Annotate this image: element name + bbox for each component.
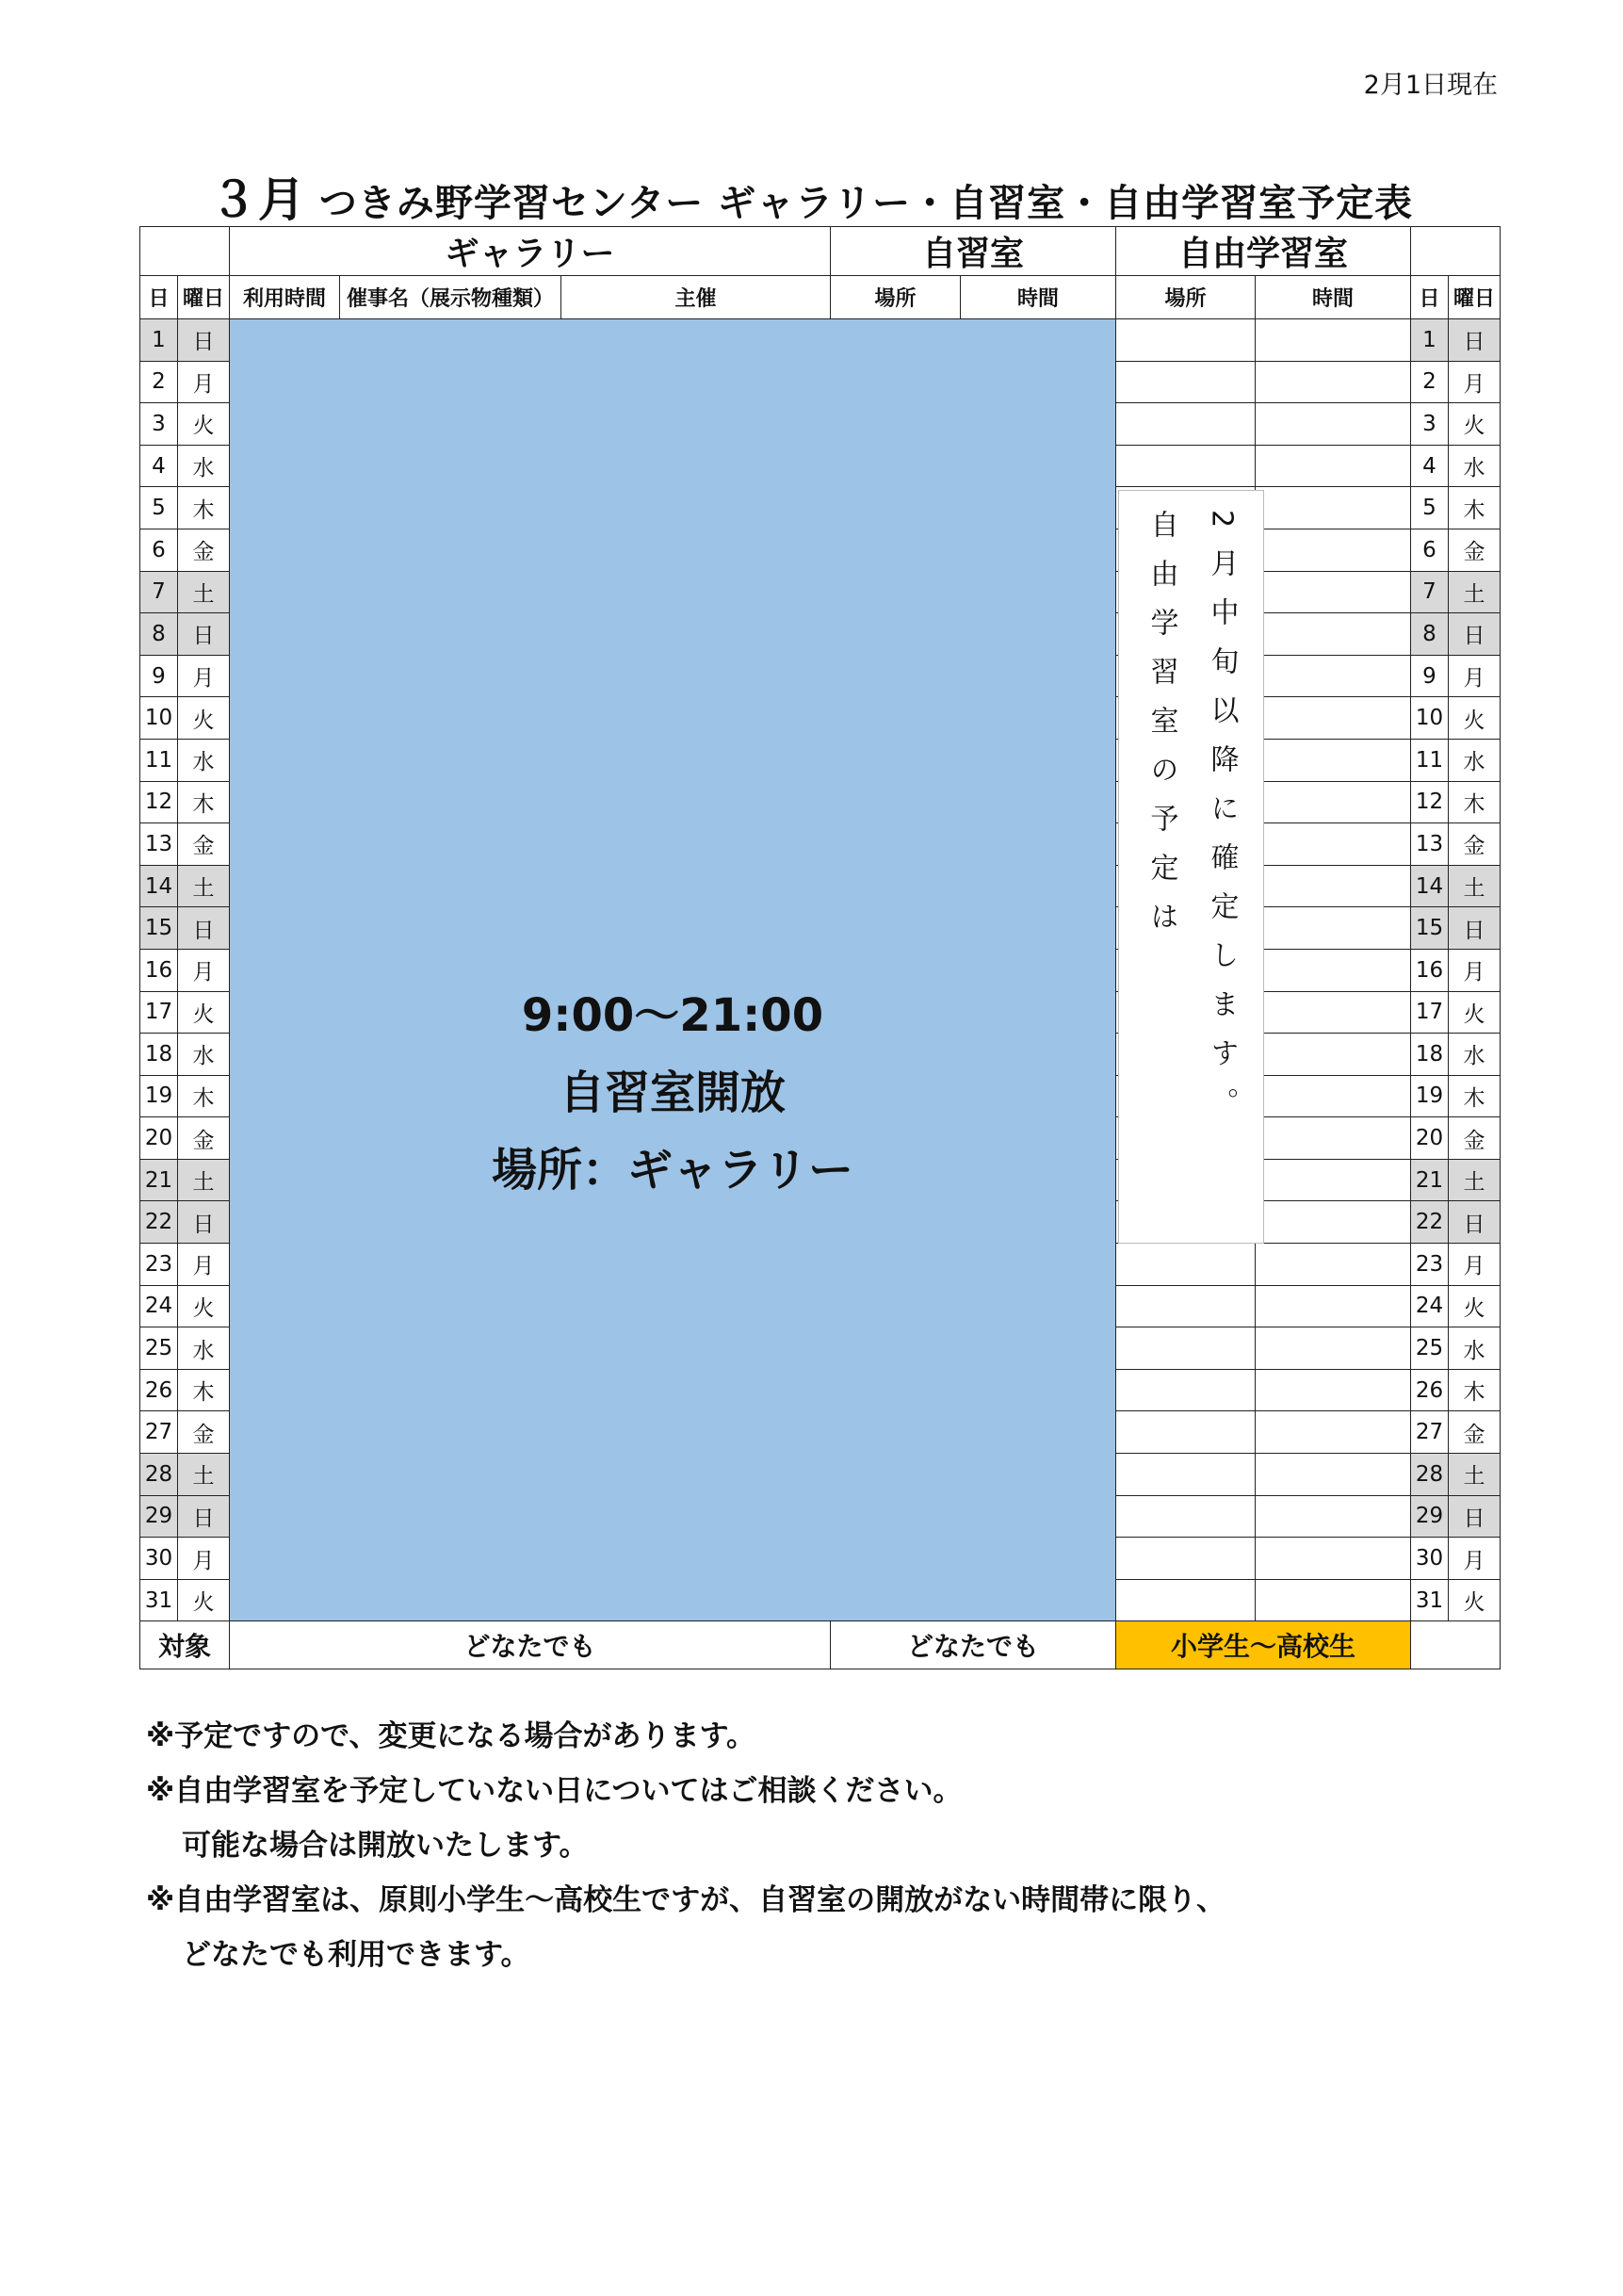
day-number-right: 17 [1411, 991, 1449, 1034]
free-study-time-cell [1256, 739, 1411, 781]
weekday: 土 [178, 571, 230, 613]
free-study-time-cell [1256, 361, 1411, 403]
free-study-time-cell [1256, 1201, 1411, 1244]
weekday-right: 日 [1449, 319, 1501, 362]
weekday: 水 [178, 739, 230, 781]
day-number: 24 [140, 1285, 178, 1327]
free-study-time-cell [1256, 1159, 1411, 1201]
free-study-time-cell [1256, 1411, 1411, 1454]
footer-free-target: 小学生〜高校生 [1116, 1621, 1411, 1669]
weekday-right: 火 [1449, 1285, 1501, 1327]
header-blank-right [1411, 227, 1501, 276]
as-of-date: 2月1日現在 [1363, 71, 1498, 100]
free-study-time-cell [1256, 823, 1411, 866]
free-study-time-cell [1256, 1075, 1411, 1117]
free-study-time-cell [1256, 1369, 1411, 1411]
day-number-right: 21 [1411, 1159, 1449, 1201]
day-number-right: 5 [1411, 487, 1449, 529]
day-number: 16 [140, 949, 178, 991]
weekday: 木 [178, 781, 230, 823]
col-study-place: 場所 [831, 276, 961, 319]
col-free-place: 場所 [1116, 276, 1256, 319]
page-title [0, 162, 1623, 230]
day-number-right: 18 [1411, 1034, 1449, 1076]
free-study-time-cell [1256, 697, 1411, 740]
free-study-place-cell [1116, 1327, 1256, 1370]
day-number-right: 7 [1411, 571, 1449, 613]
day-number-right: 13 [1411, 823, 1449, 866]
free-study-time-cell [1256, 1538, 1411, 1580]
header-blank-left [140, 227, 230, 276]
day-number: 2 [140, 361, 178, 403]
weekday-right: 月 [1449, 1538, 1501, 1580]
col-day: 日 [140, 276, 178, 319]
table-row [140, 319, 1501, 362]
weekday-right: 水 [1449, 1327, 1501, 1370]
note-3-continued: どなたでも利用できます。 [182, 1938, 530, 1972]
gallery-block-line1: 9:00〜21:00 [521, 988, 824, 1042]
weekday: 木 [178, 487, 230, 529]
weekday: 火 [178, 1579, 230, 1621]
day-number-right: 11 [1411, 739, 1449, 781]
day-number: 26 [140, 1369, 178, 1411]
free-study-place-cell [1116, 403, 1256, 446]
col-study-time: 時間 [961, 276, 1116, 319]
notice-column-1: 自由学習室の予定は [1144, 510, 1178, 951]
free-study-time-cell [1256, 949, 1411, 991]
weekday-right: 金 [1449, 529, 1501, 571]
day-number-right: 3 [1411, 403, 1449, 446]
weekday-right: 水 [1449, 739, 1501, 781]
weekday-right: 月 [1449, 1244, 1501, 1286]
weekday-right: 木 [1449, 1369, 1501, 1411]
day-number-right: 24 [1411, 1285, 1449, 1327]
day-number-right: 12 [1411, 781, 1449, 823]
day-number: 27 [140, 1411, 178, 1454]
day-number: 5 [140, 487, 178, 529]
free-study-place-cell [1116, 1411, 1256, 1454]
free-study-time-cell [1256, 403, 1411, 446]
day-number-right: 19 [1411, 1075, 1449, 1117]
footer-gallery-target: どなたでも [230, 1621, 831, 1669]
day-number: 29 [140, 1495, 178, 1538]
weekday: 日 [178, 1201, 230, 1244]
day-number-right: 31 [1411, 1579, 1449, 1621]
free-study-time-cell [1256, 487, 1411, 529]
day-number: 7 [140, 571, 178, 613]
day-number: 23 [140, 1244, 178, 1286]
weekday-right: 金 [1449, 1411, 1501, 1454]
free-study-place-cell [1116, 445, 1256, 487]
header-free-study-room: 自由学習室 [1116, 227, 1411, 276]
weekday-right: 火 [1449, 1579, 1501, 1621]
free-study-time-cell [1256, 865, 1411, 907]
free-study-time-cell [1256, 991, 1411, 1034]
free-study-place-cell [1116, 361, 1256, 403]
weekday-right: 火 [1449, 697, 1501, 740]
free-study-place-cell [1116, 1454, 1256, 1496]
weekday-right: 金 [1449, 823, 1501, 866]
free-study-place-cell [1116, 319, 1256, 362]
day-number: 25 [140, 1327, 178, 1370]
weekday: 木 [178, 1075, 230, 1117]
day-number: 10 [140, 697, 178, 740]
weekday-right: 火 [1449, 403, 1501, 446]
day-number: 6 [140, 529, 178, 571]
day-number-right: 26 [1411, 1369, 1449, 1411]
day-number: 13 [140, 823, 178, 866]
weekday: 土 [178, 1454, 230, 1496]
notes [146, 1709, 1225, 1982]
header-study-room: 自習室 [831, 227, 1116, 276]
day-number: 8 [140, 613, 178, 656]
day-number-right: 14 [1411, 865, 1449, 907]
weekday-right: 木 [1449, 487, 1501, 529]
day-number: 28 [140, 1454, 178, 1496]
weekday: 水 [178, 1034, 230, 1076]
weekday: 月 [178, 1244, 230, 1286]
day-number: 19 [140, 1075, 178, 1117]
free-study-place-cell [1116, 1285, 1256, 1327]
weekday: 金 [178, 1411, 230, 1454]
day-number-right: 1 [1411, 319, 1449, 362]
day-number: 1 [140, 319, 178, 362]
weekday-right: 土 [1449, 865, 1501, 907]
free-study-time-cell [1256, 319, 1411, 362]
day-number-right: 27 [1411, 1411, 1449, 1454]
day-number: 4 [140, 445, 178, 487]
col-weekday: 曜日 [178, 276, 230, 319]
note-3: ※自由学習室は、原則小学生〜高校生ですが、自習室の開放がない時間帯に限り、 [146, 1883, 1226, 1917]
free-study-place-cell [1116, 1538, 1256, 1580]
day-number-right: 22 [1411, 1201, 1449, 1244]
col-event-name: 催事名（展示物種類） [340, 276, 561, 319]
note-2: ※自由学習室を予定していない日についてはご相談ください。 [146, 1774, 963, 1808]
free-study-time-cell [1256, 1579, 1411, 1621]
weekday: 日 [178, 319, 230, 362]
col-usage-time: 利用時間 [230, 276, 340, 319]
day-number-right: 30 [1411, 1538, 1449, 1580]
free-study-place-cell [1116, 1495, 1256, 1538]
weekday: 火 [178, 403, 230, 446]
day-number: 21 [140, 1159, 178, 1201]
weekday: 金 [178, 529, 230, 571]
free-study-time-cell [1256, 1117, 1411, 1160]
header-gallery: ギャラリー [230, 227, 831, 276]
notice-column-2: 2月中旬以降に確定します。 [1205, 510, 1239, 1137]
free-study-time-cell [1256, 1285, 1411, 1327]
col-day-right: 日 [1411, 276, 1449, 319]
weekday: 土 [178, 865, 230, 907]
weekday: 金 [178, 823, 230, 866]
weekday: 月 [178, 361, 230, 403]
day-number-right: 23 [1411, 1244, 1449, 1286]
footer-label: 対象 [140, 1621, 230, 1669]
day-number-right: 10 [1411, 697, 1449, 740]
weekday-right: 土 [1449, 571, 1501, 613]
col-free-time: 時間 [1256, 276, 1411, 319]
title-month: ３月 [209, 172, 306, 227]
weekday: 土 [178, 1159, 230, 1201]
note-2-continued: 可能な場合は開放いたします。 [182, 1829, 589, 1863]
weekday-right: 日 [1449, 1201, 1501, 1244]
day-number-right: 20 [1411, 1117, 1449, 1160]
weekday-right: 日 [1449, 1495, 1501, 1538]
title-text: つきみ野学習センター ギャラリー・自習室・自由学習室予定表 [318, 182, 1414, 225]
weekday: 火 [178, 697, 230, 740]
gallery-block-line2: 自習室開放 [559, 1066, 786, 1119]
gallery-block-line3: 場所：ギャラリー [491, 1143, 853, 1197]
weekday: 水 [178, 445, 230, 487]
weekday-right: 月 [1449, 655, 1501, 697]
free-study-time-cell [1256, 613, 1411, 656]
weekday-right: 日 [1449, 613, 1501, 656]
day-number-right: 29 [1411, 1495, 1449, 1538]
free-study-notice [1118, 490, 1264, 1244]
day-number: 12 [140, 781, 178, 823]
day-number: 9 [140, 655, 178, 697]
weekday: 日 [178, 613, 230, 656]
weekday-right: 木 [1449, 781, 1501, 823]
free-study-time-cell [1256, 571, 1411, 613]
free-study-time-cell [1256, 907, 1411, 950]
weekday: 月 [178, 1538, 230, 1580]
free-study-time-cell [1256, 1034, 1411, 1076]
day-number: 30 [140, 1538, 178, 1580]
free-study-time-cell [1256, 1327, 1411, 1370]
day-number: 18 [140, 1034, 178, 1076]
free-study-place-cell [1116, 1244, 1256, 1286]
day-number: 20 [140, 1117, 178, 1160]
free-study-time-cell [1256, 1244, 1411, 1286]
day-number-right: 28 [1411, 1454, 1449, 1496]
weekday: 月 [178, 655, 230, 697]
free-study-time-cell [1256, 529, 1411, 571]
schedule-table [139, 226, 1501, 1669]
weekday-right: 金 [1449, 1117, 1501, 1160]
weekday: 火 [178, 991, 230, 1034]
day-number: 3 [140, 403, 178, 446]
day-number-right: 2 [1411, 361, 1449, 403]
day-number-right: 6 [1411, 529, 1449, 571]
footer-blank [1411, 1621, 1501, 1669]
day-number-right: 4 [1411, 445, 1449, 487]
free-study-time-cell [1256, 445, 1411, 487]
weekday-right: 月 [1449, 949, 1501, 991]
weekday: 日 [178, 907, 230, 950]
day-number: 17 [140, 991, 178, 1034]
free-study-place-cell [1116, 1579, 1256, 1621]
weekday: 日 [178, 1495, 230, 1538]
day-number: 31 [140, 1579, 178, 1621]
weekday-right: 水 [1449, 1034, 1501, 1076]
weekday: 月 [178, 949, 230, 991]
weekday: 水 [178, 1327, 230, 1370]
free-study-time-cell [1256, 1454, 1411, 1496]
weekday: 金 [178, 1117, 230, 1160]
day-number-right: 9 [1411, 655, 1449, 697]
day-number: 11 [140, 739, 178, 781]
free-study-place-cell [1116, 1369, 1256, 1411]
weekday-right: 日 [1449, 907, 1501, 950]
day-number-right: 16 [1411, 949, 1449, 991]
footer-study-target: どなたでも [831, 1621, 1116, 1669]
weekday-right: 月 [1449, 361, 1501, 403]
weekday-right: 土 [1449, 1159, 1501, 1201]
day-number: 14 [140, 865, 178, 907]
day-number-right: 15 [1411, 907, 1449, 950]
free-study-time-cell [1256, 1495, 1411, 1538]
col-weekday-right: 曜日 [1449, 276, 1501, 319]
weekday: 火 [178, 1285, 230, 1327]
day-number-right: 8 [1411, 613, 1449, 656]
weekday-right: 水 [1449, 445, 1501, 487]
weekday-right: 土 [1449, 1454, 1501, 1496]
day-number-right: 25 [1411, 1327, 1449, 1370]
day-number: 15 [140, 907, 178, 950]
note-1: ※予定ですので、変更になる場合があります。 [146, 1719, 756, 1753]
gallery-open-block [230, 319, 1116, 1621]
col-organizer: 主催 [561, 276, 831, 319]
weekday-right: 火 [1449, 991, 1501, 1034]
free-study-time-cell [1256, 781, 1411, 823]
weekday-right: 木 [1449, 1075, 1501, 1117]
day-number: 22 [140, 1201, 178, 1244]
free-study-time-cell [1256, 655, 1411, 697]
weekday: 木 [178, 1369, 230, 1411]
